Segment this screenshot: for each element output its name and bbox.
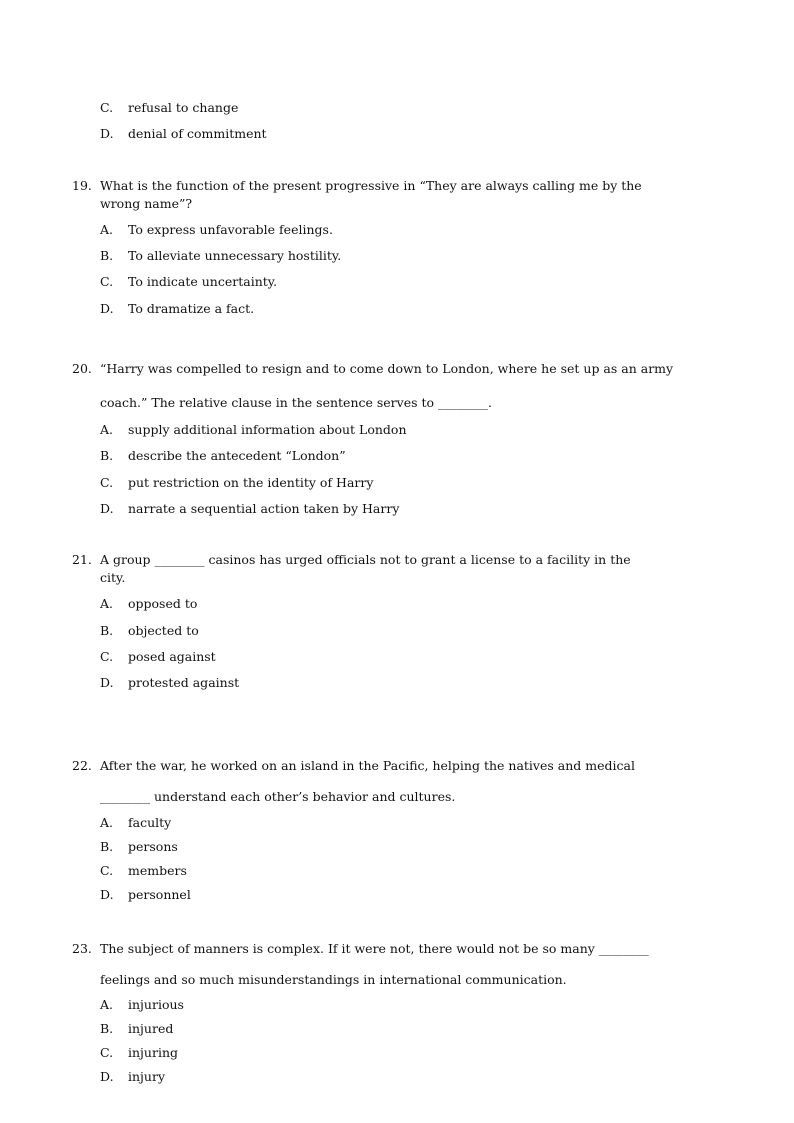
option-letter: C. [100,475,114,490]
option-letter: D. [100,675,114,690]
question-stem: The subject of manners is complex. If it were not, there would not be so many ________ [100,941,649,956]
option-letter: C. [100,649,114,664]
option-text: injury [128,1069,166,1084]
option-letter: D. [100,126,114,141]
option-letter: A. [100,596,114,611]
option-text: members [128,863,187,878]
option-letter: D. [100,501,114,516]
option-letter: A. [100,815,114,830]
option-letter: A. [100,997,114,1012]
question-number: 19. [72,178,92,193]
option-text: To dramatize a fact. [128,301,255,316]
question-number: 21. [72,552,92,567]
question-stem: wrong name”? [100,196,193,211]
option-text: protested against [128,675,240,690]
option-text: persons [128,839,178,854]
option-text: objected to [128,623,199,638]
option-text: To express unfavorable feelings. [128,222,333,237]
option-text: refusal to change [128,100,239,115]
option-letter: B. [100,623,114,638]
option-text: personnel [128,887,191,902]
option-letter: B. [100,839,114,854]
option-letter: A. [100,222,114,237]
option-text: posed against [128,649,216,664]
option-text: denial of commitment [128,126,267,141]
option-text: narrate a sequential action taken by Harry [128,501,400,516]
question-stem: feelings and so much misunderstandings in international communication. [100,972,567,987]
option-letter: C. [100,863,114,878]
question-stem: coach.” The relative clause in the sentence serves to ________. [100,395,492,410]
option-letter: D. [100,887,114,902]
option-letter: B. [100,248,114,263]
option-letter: A. [100,422,114,437]
question-stem: ________ understand each other’s behavior and cultures. [100,789,456,804]
option-text: describe the antecedent “London” [128,448,346,463]
option-letter: C. [100,1045,114,1060]
option-letter: D. [100,301,114,316]
question-stem: city. [100,570,126,585]
option-letter: D. [100,1069,114,1084]
question-number: 20. [72,361,92,376]
option-letter: C. [100,274,114,289]
option-text: opposed to [128,596,198,611]
question-stem: A group ________ casinos has urged officials not to grant a license to a facility in the [100,552,631,567]
question-stem: After the war, he worked on an island in the Pacific, helping the natives and medical [100,758,635,773]
option-letter: B. [100,448,114,463]
option-text: To indicate uncertainty. [128,274,278,289]
option-text: injured [128,1021,174,1036]
option-text: To alleviate unnecessary hostility. [128,248,342,263]
option-text: injuring [128,1045,178,1060]
option-text: supply additional information about London [128,422,407,437]
option-letter: C. [100,100,114,115]
question-number: 22. [72,758,92,773]
option-text: faculty [128,815,172,830]
question-number: 23. [72,941,92,956]
question-stem: What is the function of the present progressive in “They are always calling me by the [100,178,642,193]
option-letter: B. [100,1021,114,1036]
option-text: injurious [128,997,184,1012]
option-text: put restriction on the identity of Harry [128,475,374,490]
question-stem: “Harry was compelled to resign and to come down to London, where he set up as an army [100,361,674,376]
